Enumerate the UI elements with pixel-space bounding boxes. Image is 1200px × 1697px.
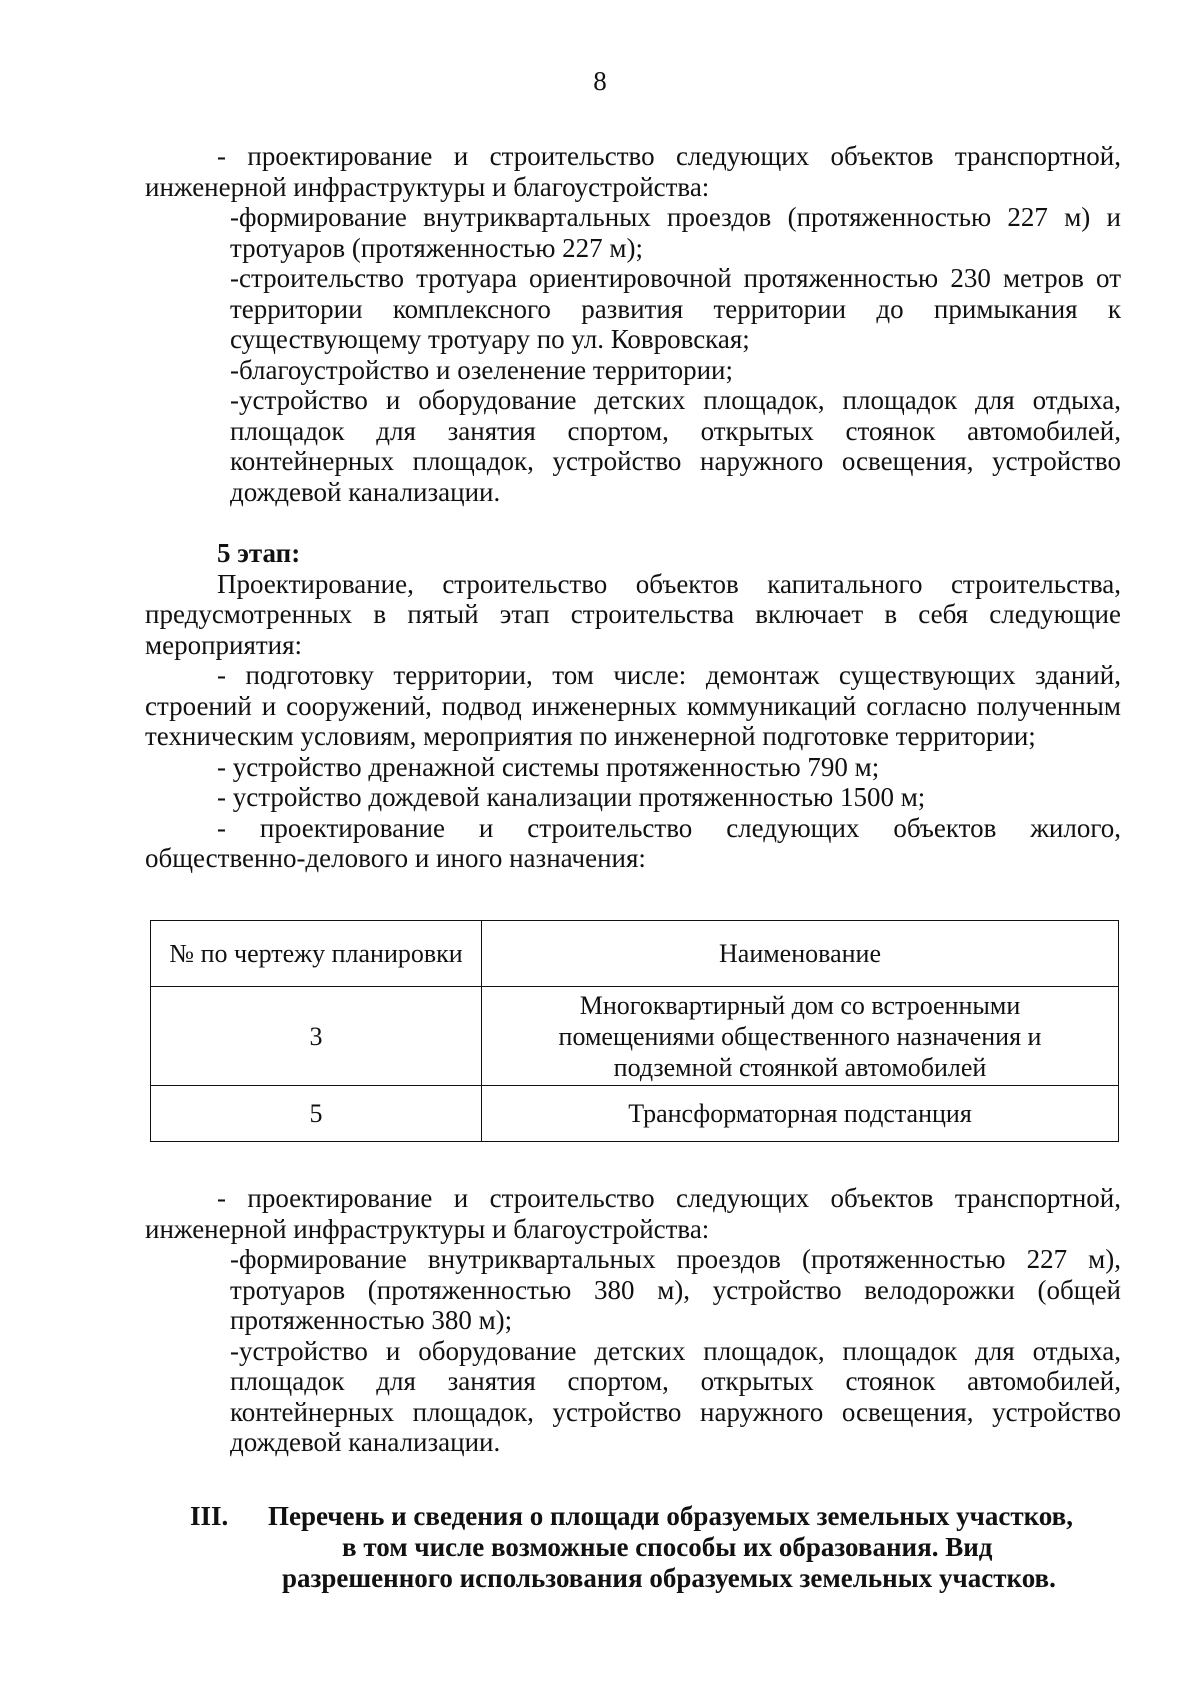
- table-cell-name: Трансформаторная подстанция: [482, 1086, 1119, 1142]
- column-header-number: № по чертежу планировки: [151, 921, 482, 987]
- paragraph: - подготовку территории, том числе: демонтаж существующих зданий, строений и сооружений, подвод инженерных коммуникаций согласно полученным техническим условиям, мероприятия по инженерной подготовке территории;: [145, 660, 1121, 751]
- list-item: -устройство и оборудование детских площадок, площадок для отдыха, площадок для занятия спортом, открытых стоянок автомобилей, контейнерных площадок, устройство наружного освещения, устройство дождевой канализации.: [230, 1335, 1121, 1457]
- list-item: -формирование внутриквартальных проездов (протяженностью 227 м), тротуаров (протяженностью 380 м), устройство велодорожки (общей протяженностью 380 м);: [230, 1244, 1121, 1335]
- stage-heading: 5 этап:: [217, 538, 301, 568]
- paragraph: - устройство дождевой канализации протяженностью 1500 м;: [217, 782, 926, 812]
- table-cell-number: 3: [151, 987, 482, 1086]
- infrastructure-block-1: [145, 141, 1121, 507]
- stage5-block: [145, 538, 1121, 874]
- table-header-row: [151, 921, 1119, 987]
- section-title-line: в том числе возможные способы их образования. Вид: [342, 1532, 993, 1562]
- section-title-line: разрешенного использования образуемых земельных участков.: [282, 1563, 1056, 1593]
- objects-table: [150, 920, 1119, 1142]
- list-item: -благоустройство и озеленение территории;: [230, 354, 733, 385]
- column-header-name: Наименование: [482, 921, 1119, 987]
- infrastructure-block-2: [145, 1183, 1121, 1458]
- table-row: [151, 1086, 1119, 1142]
- paragraph: - устройство дренажной системы протяженностью 790 м;: [217, 751, 880, 782]
- page-number: 8: [593, 66, 607, 96]
- table-row: [151, 987, 1119, 1086]
- paragraph: - проектирование и строительство следующих объектов транспортной, инженерной инфраструктуры и благоустройства:: [145, 1183, 1121, 1244]
- table-cell-number: 5: [151, 1086, 482, 1142]
- list-item: -формирование внутриквартальных проездов (протяженностью 227 м) и тротуаров (протяженностью 227 м);: [230, 202, 1121, 263]
- paragraph: Проектирование, строительство объектов капитального строительства, предусмотренных в пятый этап строительства включает в себя следующие мероприятия:: [145, 568, 1121, 660]
- list-item: -строительство тротуара ориентировочной протяженностью 230 метров от территории комплексного развития территории до примыкания к существующему тротуару по ул. Ковровская;: [230, 263, 1121, 354]
- list-item: -устройство и оборудование детских площадок, площадок для отдыха, площадок для занятия спортом, открытых стоянок автомобилей, контейнерных площадок, устройство наружного освещения, устройство дождевой канализации.: [230, 385, 1121, 507]
- paragraph: - проектирование и строительство следующих объектов жилого, общественно-делового и иного назначения:: [145, 812, 1121, 873]
- section-title-line: Перечень и сведения о площади образуемых земельных участков,: [268, 1501, 1073, 1531]
- section-number: III.: [190, 1501, 229, 1531]
- paragraph: - проектирование и строительство следующих объектов транспортной, инженерной инфраструктуры и благоустройства:: [145, 141, 1121, 202]
- table-cell-name: Многоквартирный дом со встроенными помещениями общественного назначения и подземной стоянкой автомобилей: [482, 987, 1119, 1086]
